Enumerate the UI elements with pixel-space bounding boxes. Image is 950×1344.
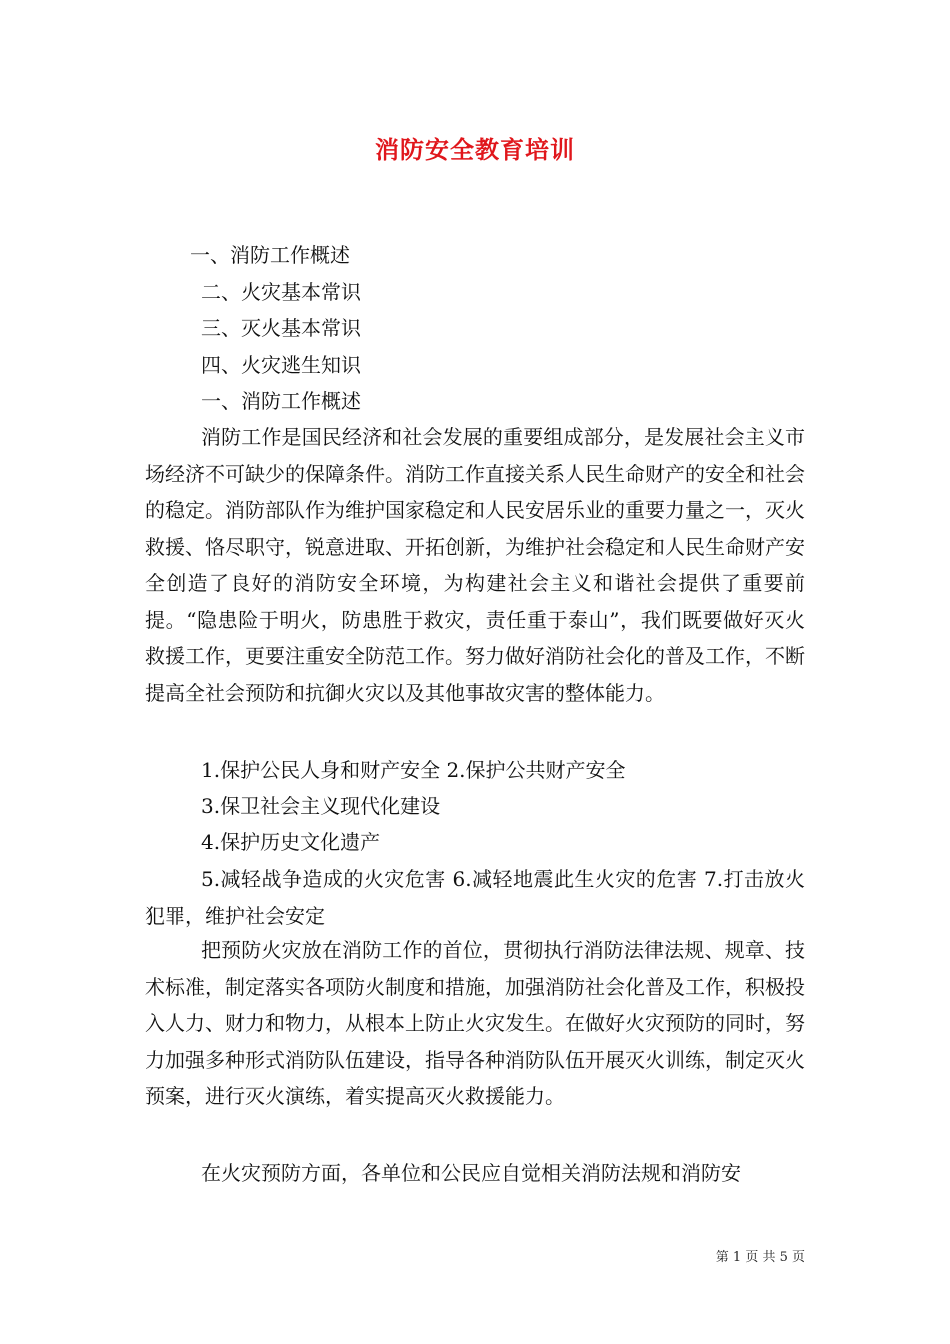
toc-item-2: 二、火灾基本常识 [201,280,361,304]
page-number: 第 1 页 共 5 页 [715,1250,805,1265]
paragraph-overview: 消防工作是国民经济和社会发展的重要组成部分，是发展社会主义市场经济不可缺少的保障条件。消防工作直接关系人民生命财产的安全和社会的稳定。消防部队作为维护国家稳定和人民安居乐业的重要力量之一，灭火救援、恪尽职守，锐意进取、开拓创新，为维护社会稳定和人民生命财产安全创造了良好的消防安全环境，为构建社会主义和谐社会提供了重要前提。“隐患险于明火，防患胜于救灾，责任重于泰山”，我们既要做好灭火救援工作，更要注重安全防范工作。努力做好消防社会化的普及工作，不断提高全社会预防和抗御火灾以及其他事故灾害的整体能力。 [145,425,805,705]
toc-item-4: 四、火灾逃生知识 [201,353,361,377]
list-item-3: 3.保卫社会主义现代化建设 [201,794,441,818]
list-item-5-7: 5.减轻战争造成的火灾危害 6.减轻地震此生火灾的危害 7.打击放火犯罪，维护社会安定 [145,867,805,928]
paragraph-fire-prevention: 在火灾预防方面，各单位和公民应自觉相关消防法规和消防安 [201,1161,741,1185]
list-item-4: 4.保护历史文化遗产 [201,830,381,854]
paragraph-prevention: 把预防火灾放在消防工作的首位，贯彻执行消防法律法规、规章、技术标准，制定落实各项防火制度和措施，加强消防社会化普及工作，积极投入人力、财力和物力，从根本上防止火灾发生。在做好火灾预防的同时，努力加强多种形式消防队伍建设，指导各种消防队伍开展灭火训练，制定灭火预案，进行灭火演练，着实提高灭火救援能力。 [145,938,805,1108]
toc-item-1: 一、消防工作概述 [190,243,350,267]
document-title: 消防安全教育培训 [375,135,575,164]
list-item-1-2: 1.保护公民人身和财产安全 2.保护公共财产安全 [201,758,626,782]
toc-item-3: 三、灭火基本常识 [201,316,361,340]
section-heading: 一、消防工作概述 [201,389,361,413]
